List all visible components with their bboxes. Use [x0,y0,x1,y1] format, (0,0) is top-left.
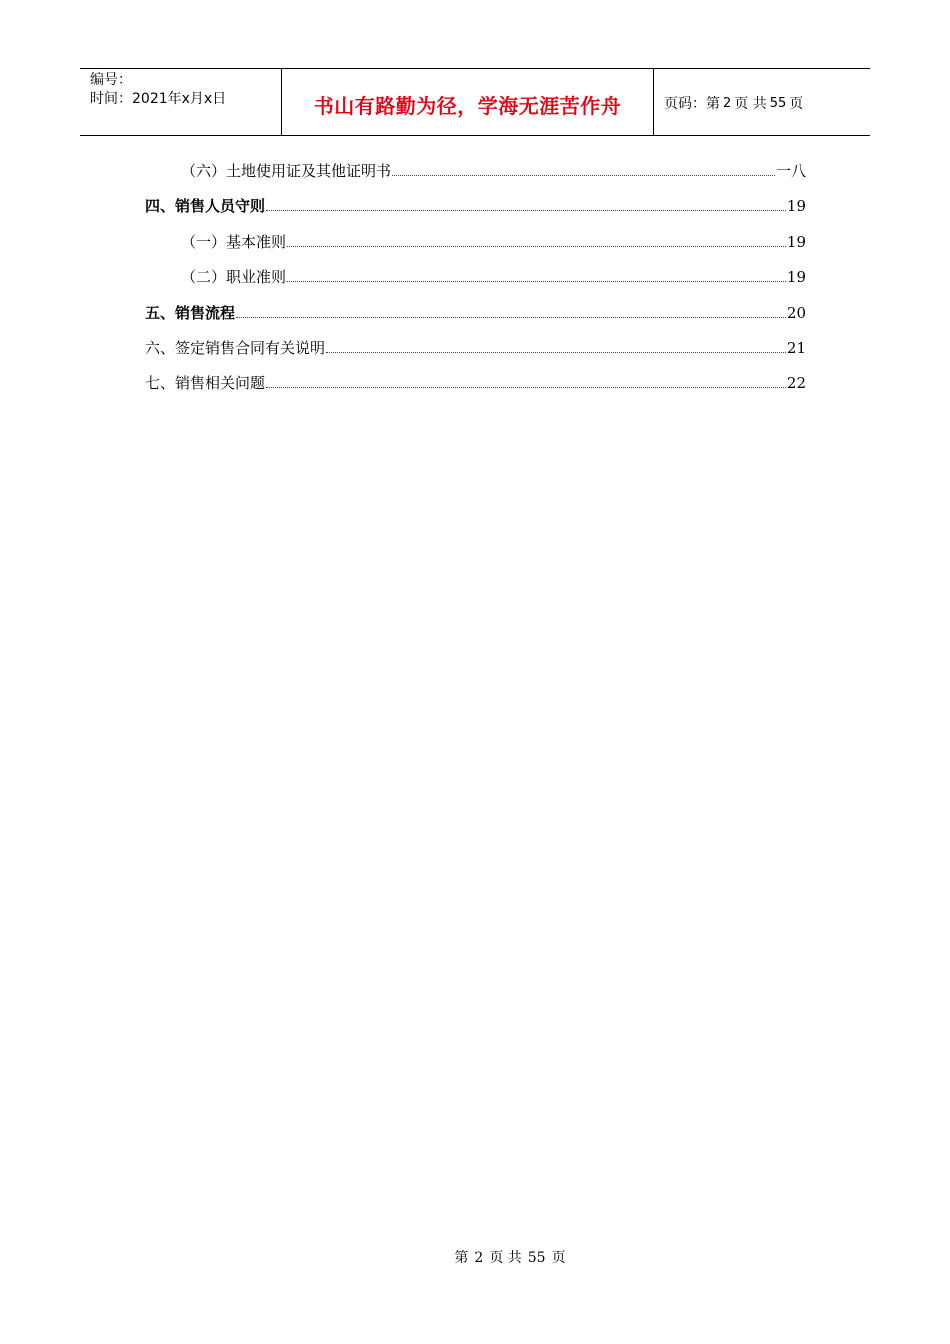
toc-entry-page: 19 [786,197,806,216]
toc-entry-label: 七、销售相关问题 [145,374,266,393]
toc-entry[interactable] [145,231,806,266]
document-time-label: 时间：2021年x月x日 [90,91,227,107]
header-page-suffix: 页 [789,96,804,112]
toc-entry-label: （二）职业准则 [181,268,287,287]
toc-entry[interactable] [145,337,806,372]
toc-entry-page: 20 [786,303,806,322]
header-meta [80,69,281,135]
toc-entry[interactable] [145,195,806,230]
toc-entry[interactable] [145,266,806,301]
header-page-mid: 页 共 [734,96,767,112]
page-footer [0,1247,950,1267]
header-page-prefix: 页码：第 [664,96,720,112]
toc-dot-leader [236,317,786,318]
toc-dot-leader [266,387,786,388]
page-header [80,68,870,136]
toc-entry-page: 一八 [775,162,806,180]
footer-current: 2 [474,1250,484,1266]
toc-dot-leader [287,246,786,247]
toc-entry-label: （一）基本准则 [181,232,287,251]
toc-entry-label: （六）土地使用证及其他证明书 [181,162,392,180]
header-motto-cell [281,69,654,135]
toc-entry-page: 22 [786,374,806,393]
header-page-number [654,69,870,135]
toc-entry-page: 19 [786,268,806,287]
table-of-contents [145,160,806,408]
toc-dot-leader [326,352,786,353]
toc-entry-page: 21 [786,338,806,357]
toc-dot-leader [392,175,775,176]
header-page-total: 55 [769,95,787,111]
footer-total: 55 [527,1250,546,1266]
toc-entry-page: 19 [786,232,806,251]
toc-entry[interactable] [145,372,806,407]
header-motto: 书山有路勤为径，学海无涯苦作舟 [313,93,622,118]
toc-dot-leader [266,210,786,211]
toc-entry[interactable] [145,160,806,195]
document-code-label: 编号： [90,72,132,88]
toc-entry-label: 五、销售流程 [145,303,236,322]
toc-entry[interactable] [145,302,806,337]
footer-mid: 页 共 [489,1250,522,1266]
toc-entry-label: 四、销售人员守则 [145,197,266,216]
toc-entry-label: 六、签定销售合同有关说明 [145,338,326,357]
header-page-current: 2 [723,95,732,111]
footer-suffix: 页 [551,1250,566,1266]
toc-dot-leader [287,281,786,282]
footer-prefix: 第 [454,1250,469,1266]
